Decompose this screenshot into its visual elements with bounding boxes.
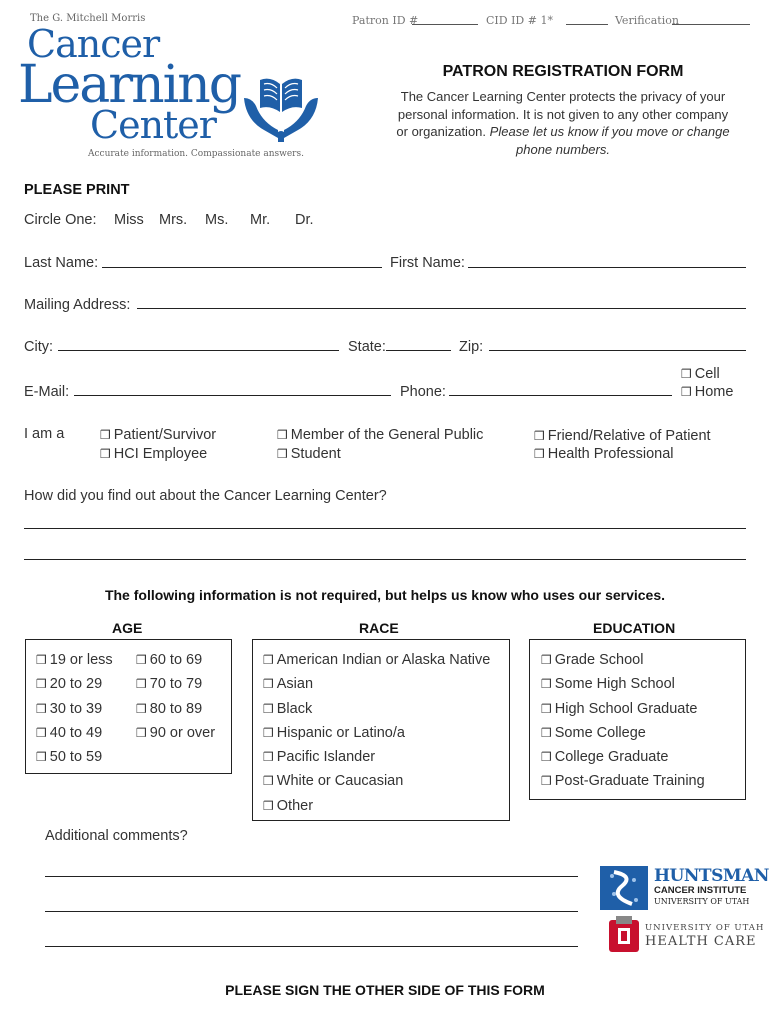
logo-text-center: Center <box>90 103 216 147</box>
role-label: Patient/Survivor <box>113 427 217 443</box>
role-option-general-public[interactable] <box>277 427 483 443</box>
checkbox-icon: ❒ <box>534 447 545 461</box>
age-option-label: 20 to 29 <box>49 676 103 693</box>
additional-comments-label: Additional comments? <box>45 828 188 844</box>
role-label: HCI Employee <box>113 446 208 462</box>
form-title: PATRON REGISTRATION FORM <box>442 63 684 80</box>
age-box <box>25 639 232 774</box>
phone-type-home[interactable] <box>681 384 733 400</box>
huntsman-institute: CANCER INSTITUTE <box>654 885 747 896</box>
age-option-label: 50 to 59 <box>49 749 103 766</box>
age-option[interactable] <box>136 648 215 672</box>
title-option-miss[interactable]: Miss <box>114 212 144 228</box>
checkbox-icon: ❒ <box>541 750 552 765</box>
age-option-label: 19 or less <box>49 652 113 668</box>
education-option[interactable] <box>541 648 705 672</box>
age-option[interactable] <box>36 697 113 721</box>
education-option-label: Some High School <box>554 676 675 693</box>
checkbox-icon: ❒ <box>277 447 288 461</box>
role-label: Friend/Relative of Patient <box>547 428 711 444</box>
email-label: E-Mail: <box>24 384 70 400</box>
race-option[interactable] <box>263 769 490 793</box>
checkbox-icon: ❒ <box>277 428 288 442</box>
checkbox-icon: ❒ <box>541 774 552 789</box>
race-option[interactable] <box>263 697 490 721</box>
cid-label: CID ID # 1* <box>486 14 553 27</box>
patron-id-field[interactable] <box>412 24 478 25</box>
race-option[interactable] <box>263 721 490 745</box>
last-name-field[interactable] <box>102 267 382 268</box>
age-option-label: 70 to 79 <box>149 676 203 693</box>
verification-label: Verification <box>615 14 679 27</box>
role-option-student[interactable] <box>277 446 341 462</box>
age-column-right <box>136 648 215 745</box>
huntsman-logo-icon <box>600 866 648 910</box>
email-field[interactable] <box>74 395 391 396</box>
mailing-address-field[interactable] <box>137 308 746 309</box>
role-label: Member of the General Public <box>290 427 484 443</box>
checkbox-icon: ❒ <box>136 677 147 692</box>
race-option-label: Other <box>276 797 314 814</box>
please-print-label: PLEASE PRINT <box>24 182 130 198</box>
state-label: State: <box>348 339 386 355</box>
education-option-label: High School Graduate <box>554 700 698 717</box>
checkbox-icon: ❒ <box>136 725 147 740</box>
age-option[interactable] <box>136 721 215 745</box>
checkbox-icon: ❒ <box>36 725 47 740</box>
checkbox-icon: ❒ <box>136 701 147 716</box>
how-found-line-2[interactable] <box>24 559 746 560</box>
uu-line1: UNIVERSITY OF UTAH <box>645 923 765 933</box>
age-option-label: 80 to 89 <box>149 700 203 717</box>
age-column-left <box>36 648 113 769</box>
race-option-label: American Indian or Alaska Native <box>276 652 491 668</box>
role-option-patient[interactable] <box>100 427 216 443</box>
education-option-label: College Graduate <box>554 749 669 766</box>
comments-line-2[interactable] <box>45 911 578 912</box>
race-option[interactable] <box>263 648 490 672</box>
first-name-label: First Name: <box>390 255 465 271</box>
checkbox-icon: ❒ <box>541 725 552 740</box>
checkbox-icon: ❒ <box>36 750 47 765</box>
age-option[interactable] <box>136 697 215 721</box>
checkbox-icon: ❒ <box>263 798 274 813</box>
education-option[interactable] <box>541 697 705 721</box>
role-label: Student <box>290 446 341 462</box>
checkbox-icon: ❒ <box>263 774 274 789</box>
education-box <box>529 639 746 800</box>
phone-type-cell[interactable] <box>681 366 720 382</box>
checkbox-icon: ❒ <box>541 701 552 716</box>
comments-line-3[interactable] <box>45 946 578 947</box>
checkbox-icon: ❒ <box>263 653 274 667</box>
phone-type-cell-label: Cell <box>694 366 720 382</box>
comments-line-1[interactable] <box>45 876 578 877</box>
education-option-label: Some College <box>554 724 646 741</box>
uu-line2: HEALTH CARE <box>645 934 757 949</box>
age-option-label: 30 to 39 <box>49 700 103 717</box>
age-option-label: 60 to 69 <box>149 652 203 668</box>
mailing-address-label: Mailing Address: <box>24 297 131 313</box>
checkbox-icon: ❒ <box>100 447 111 461</box>
race-option-label: White or Caucasian <box>276 773 404 790</box>
title-option-mr[interactable]: Mr. <box>250 212 271 228</box>
race-option-label: Hispanic or Latino/a <box>276 724 405 741</box>
checkbox-icon: ❒ <box>263 750 274 765</box>
education-option[interactable] <box>541 672 705 696</box>
checkbox-icon: ❒ <box>36 701 47 716</box>
age-option-label: 40 to 49 <box>49 724 103 741</box>
checkbox-icon: ❒ <box>541 653 552 667</box>
phone-field[interactable] <box>449 395 672 396</box>
race-option[interactable] <box>263 794 490 818</box>
how-found-line-1[interactable] <box>24 528 746 529</box>
first-name-field[interactable] <box>468 267 746 268</box>
phone-type-home-label: Home <box>694 384 734 400</box>
checkbox-icon: ❒ <box>136 653 147 667</box>
verification-field[interactable] <box>672 24 750 25</box>
role-label: Health Professional <box>547 446 674 462</box>
checkbox-icon: ❒ <box>36 677 47 692</box>
age-option[interactable] <box>36 745 113 769</box>
education-option-label: Grade School <box>554 652 644 668</box>
race-option-label: Pacific Islander <box>276 749 376 766</box>
education-option[interactable] <box>541 745 705 769</box>
logo-text-cancer: Cancer <box>27 22 160 66</box>
checkbox-icon: ❒ <box>681 367 692 381</box>
title-option-ms[interactable]: Ms. <box>205 212 229 228</box>
title-option-mrs[interactable]: Mrs. <box>159 212 188 228</box>
age-option-label: 90 or over <box>149 724 216 741</box>
logo-tagline: Accurate information. Compassionate answers. <box>88 149 304 159</box>
sign-notice: PLEASE SIGN THE OTHER SIDE OF THIS FORM <box>225 982 545 998</box>
race-option-label: Asian <box>276 676 314 693</box>
checkbox-icon: ❒ <box>681 385 692 399</box>
org-tagline-top: The G. Mitchell Morris <box>30 13 146 24</box>
zip-field[interactable] <box>489 350 746 351</box>
last-name-label: Last Name: <box>24 255 99 271</box>
role-option-friend-relative[interactable] <box>534 428 711 444</box>
title-option-dr[interactable]: Dr. <box>295 212 314 228</box>
age-header: AGE <box>112 620 143 636</box>
zip-label: Zip: <box>459 339 484 355</box>
role-option-health-professional[interactable] <box>534 446 674 462</box>
demographics-intro: The following information is not required, but helps us know who uses our services. <box>104 587 666 603</box>
checkbox-icon: ❒ <box>263 725 274 740</box>
cid-field[interactable] <box>566 24 608 25</box>
race-box <box>252 639 510 821</box>
education-option[interactable] <box>541 721 705 745</box>
checkbox-icon: ❒ <box>100 428 111 442</box>
state-field[interactable] <box>386 350 451 351</box>
city-field[interactable] <box>58 350 339 351</box>
privacy-italic: Please let us know if you move or change phone numbers. <box>489 124 730 157</box>
phone-label: Phone: <box>400 384 446 400</box>
logo-text-learning: Learning <box>18 55 241 115</box>
checkbox-icon: ❒ <box>263 677 274 692</box>
city-label: City: <box>24 339 53 355</box>
i-am-label: I am a <box>24 426 65 442</box>
checkbox-icon: ❒ <box>36 653 47 667</box>
age-option[interactable] <box>36 672 113 696</box>
checkbox-icon: ❒ <box>541 677 552 692</box>
how-found-question: How did you find out about the Cancer Learning Center? <box>24 488 387 504</box>
education-header: EDUCATION <box>593 620 676 636</box>
uu-health-care-logo-icon <box>609 916 639 952</box>
age-option[interactable] <box>136 672 215 696</box>
race-option-label: Black <box>276 700 313 717</box>
education-column <box>541 648 705 794</box>
age-option[interactable] <box>36 648 113 672</box>
race-option[interactable] <box>263 745 490 769</box>
circle-one-label: Circle One: <box>24 212 97 228</box>
patron-id-label: Patron ID # <box>352 14 419 27</box>
race-header: RACE <box>359 620 399 636</box>
book-hands-logo-icon <box>242 72 320 144</box>
race-option[interactable] <box>263 672 490 696</box>
checkbox-icon: ❒ <box>263 701 274 716</box>
age-option[interactable] <box>36 721 113 745</box>
race-column <box>263 648 490 818</box>
checkbox-icon: ❒ <box>534 429 545 443</box>
privacy-text: The Cancer Learning Center protects the privacy of your personal information. It is not given to any other company or organization. <box>396 89 729 139</box>
privacy-notice <box>392 88 734 158</box>
huntsman-name: HUNTSMAN <box>654 866 769 886</box>
education-option-label: Post-Graduate Training <box>554 773 705 790</box>
role-option-hci-employee[interactable] <box>100 446 207 462</box>
huntsman-university: UNIVERSITY OF UTAH <box>654 897 750 906</box>
education-option[interactable] <box>541 769 705 793</box>
